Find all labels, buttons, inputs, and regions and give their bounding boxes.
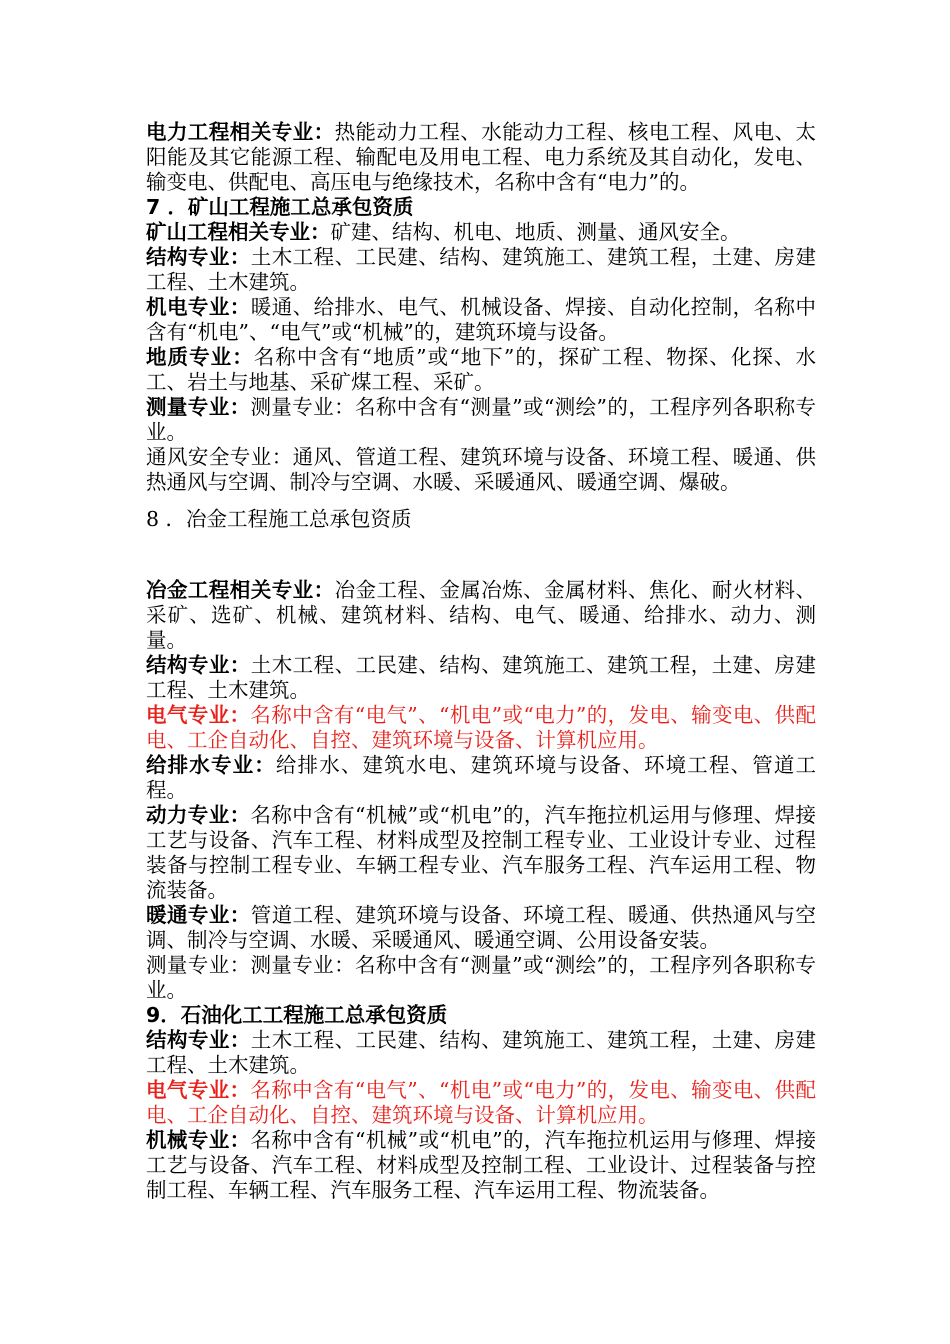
paragraph: 通风安全专业：通风、管道工程、建筑环境与设备、环境工程、暖通、供热通风与空调、制冷与空调、水暖、采暖通风、暖通空调、爆破。 [146,445,816,494]
specialty-text: 名称中含有“电气”、“机电”或“电力”的，发电、输变电、供配电、工企自动化、自控、建筑环境与设备、计算机应用。 [146,1078,816,1127]
specialty-text: 名称中含有“地质”或“地下”的，探矿工程、物探、化探、水工、岩土与地基、采矿煤工程、采矿。 [146,345,817,394]
specialty-label: 给排水专业： [146,753,276,777]
document-body [146,120,816,1203]
specialty-text: 给排水、建筑水电、建筑环境与设备、环境工程、管道工程。 [146,753,817,802]
specialty-label: 地质专业： [146,345,254,369]
specialty-text: 名称中含有“机械”或“机电”的，汽车拖拉机运用与修理、焊接工艺与设备、汽车工程、材料成型及控制工程专业、工业设计专业、过程装备与控制工程专业、车辆工程专业、汽车服务工程、汽车运用工程、物流装备。 [146,803,817,902]
blank-line [146,532,816,578]
specialty-text: 冶金工程、金属冶炼、金属材料、焦化、耐火材料、采矿、选矿、机械、建筑材料、结构、电气、暖通、给排水、动力、测量。 [146,578,817,652]
specialty-text: 土木工程、工民建、结构、建筑施工、建筑工程，土建、房建工程、土木建筑。 [146,653,817,702]
specialty-paragraph [146,345,816,395]
section-heading: 9．石油化工工程施工总承包资质 [146,1003,448,1027]
specialty-label: 冶金工程相关专业： [146,578,335,602]
specialty-label: 测量专业： [146,395,251,419]
specialty-paragraph [146,578,816,653]
specialty-label: 动力专业： [146,803,251,827]
specialty-label: 机电专业： [146,295,251,319]
specialty-paragraph [146,395,816,445]
specialty-label: 电力工程相关专业： [146,120,335,144]
specialty-paragraph [146,1028,816,1078]
specialty-text: 名称中含有“机械”或“机电”的，汽车拖拉机运用与修理、焊接工艺与设备、汽车工程、材料成型及控制工程、工业设计、过程装备与控制工程、车辆工程、汽车服务工程、汽车运用工程、物流装备。 [146,1128,817,1202]
specialty-text: 矿建、结构、机电、地质、测量、通风安全。 [330,220,741,244]
specialty-text: 测量专业：名称中含有“测量”或“测绘”的，工程序列各职称专业。 [146,395,817,444]
specialty-paragraph [146,753,816,803]
specialty-text: 热能动力工程、水能动力工程、核电工程、风电、太阳能及其它能源工程、输配电及用电工程、电力系统及其自动化，发电、输变电、供配电、高压电与绝缘技术，名称中含有“电力”的。 [146,120,817,194]
specialty-label: 电气专业： [146,1078,251,1102]
paragraph: 测量专业：测量专业：名称中含有“测量”或“测绘”的，工程序列各职称专业。 [146,953,816,1002]
specialty-paragraph [146,245,816,295]
specialty-paragraph [146,903,816,953]
specialty-label: 机械专业： [146,1128,251,1152]
specialty-label: 结构专业： [146,1028,251,1052]
specialty-paragraph [146,295,816,345]
specialty-paragraph [146,703,816,753]
specialty-text: 土木工程、工民建、结构、建筑施工、建筑工程，土建、房建工程、土木建筑。 [146,245,817,294]
specialty-label: 暖通专业： [146,903,251,927]
specialty-text: 名称中含有“电气”、“机电”或“电力”的，发电、输变电、供配电、工企自动化、自控、建筑环境与设备、计算机应用。 [146,703,816,752]
specialty-text: 土木工程、工民建、结构、建筑施工、建筑工程，土建、房建工程、土木建筑。 [146,1028,817,1077]
specialty-paragraph [146,220,816,245]
specialty-text: 暖通、给排水、电气、机械设备、焊接、自动化控制，名称中含有“机电”、“电气”或“机械”的，建筑环境与设备。 [146,295,817,344]
specialty-text: 管道工程、建筑环境与设备、环境工程、暖通、供热通风与空调、制冷与空调、水暖、采暖通风、暖通空调、公用设备安装。 [146,903,817,952]
section-heading: 7 ．矿山工程施工总承包资质 [146,195,414,219]
section-heading: 8 ．冶金工程施工总承包资质 [146,507,412,531]
specialty-label: 结构专业： [146,245,251,269]
specialty-paragraph [146,1078,816,1128]
specialty-label: 矿山工程相关专业： [146,220,331,244]
specialty-paragraph [146,120,816,195]
specialty-label: 结构专业： [146,653,251,677]
specialty-paragraph [146,803,816,903]
specialty-paragraph [146,1128,816,1203]
specialty-paragraph [146,653,816,703]
specialty-label: 电气专业： [146,703,251,727]
